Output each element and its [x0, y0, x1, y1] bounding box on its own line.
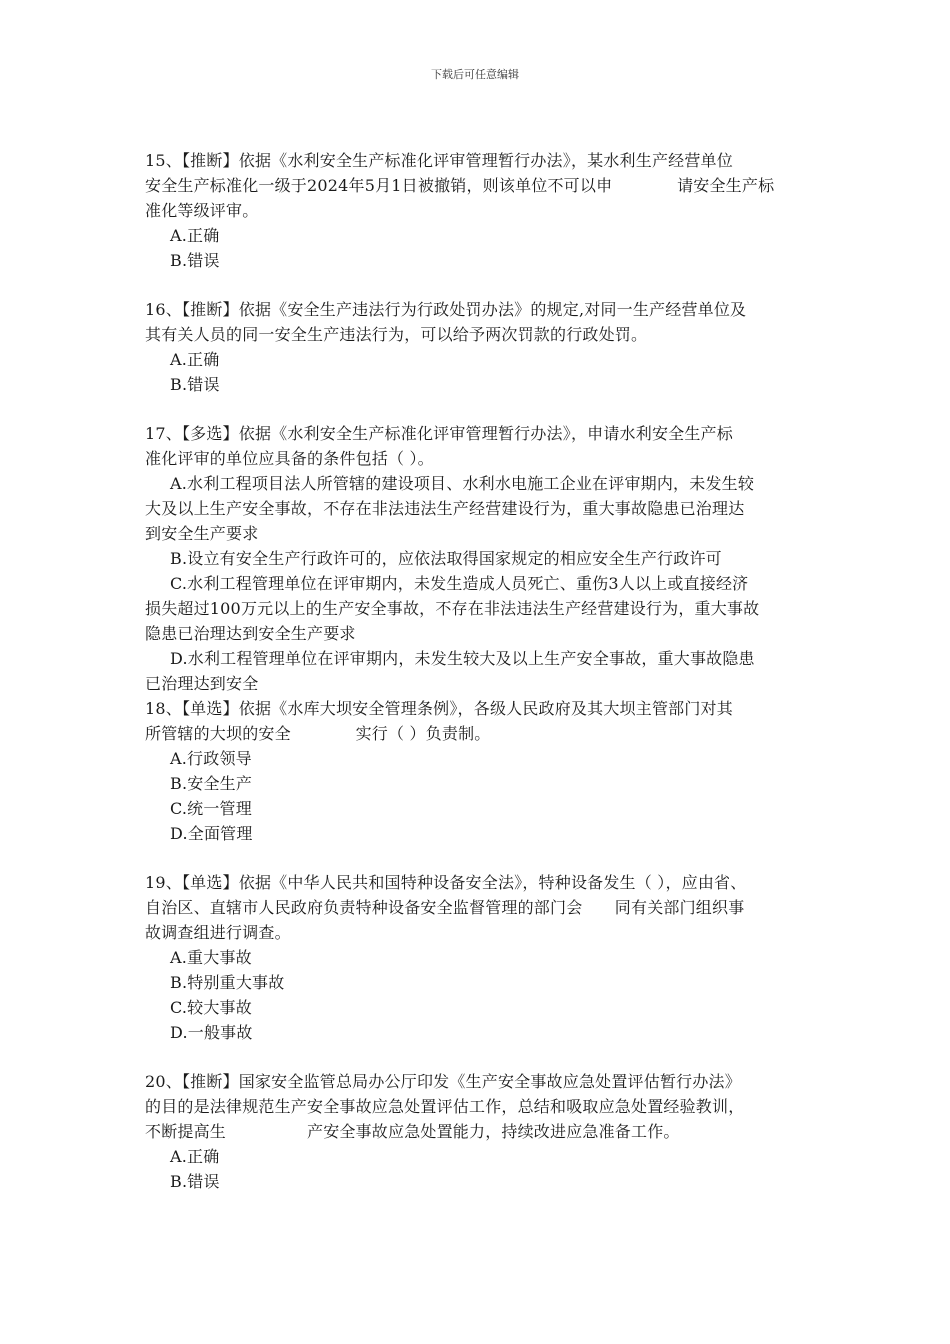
question-text: 不断提高生 产安全事故应急处置能力，持续改进应急准备工作。: [145, 1122, 680, 1141]
option-c-cont: 隐患已治理达到安全生产要求: [145, 624, 356, 643]
option-a: A.正确: [170, 226, 220, 245]
question-text: 的目的是法律规范生产安全事故应急处置评估工作，总结和吸取应急处置经验教训，: [145, 1097, 745, 1116]
option-b: B.错误: [170, 1172, 220, 1191]
option-b: B.错误: [170, 251, 220, 270]
question-17: [145, 421, 825, 696]
question-text: 准化评审的单位应具备的条件包括（ ）。: [145, 449, 434, 468]
question-text: 其有关人员的同一安全生产违法行为，可以给予两次罚款的行政处罚。: [145, 325, 648, 344]
question-text: 安全生产标准化一级于2024年5月1日被撤销，则该单位不可以申 请安全生产标: [145, 176, 775, 195]
question-16: [145, 297, 825, 397]
question-19: [145, 870, 825, 1045]
option-b: B.错误: [170, 375, 220, 394]
question-text: 准化等级评审。: [145, 201, 259, 220]
option-b: B.安全生产: [170, 774, 253, 793]
option-c-cont: 损失超过100万元以上的生产安全事故，不存在非法违法生产经营建设行为，重大事故: [145, 599, 760, 618]
page-header: 下载后可任意编辑: [431, 68, 519, 81]
question-text: 所管辖的大坝的安全 实行（ ）负责制。: [145, 724, 491, 743]
option-c: C.统一管理: [170, 799, 252, 818]
question-text: 15、【推断】依据《水利安全生产标准化评审管理暂行办法》，某水利生产经营单位: [145, 151, 733, 170]
option-a: A.重大事故: [170, 948, 252, 967]
question-text: 故调查组进行调查。: [145, 923, 291, 942]
question-text: 20、【推断】国家安全监管总局办公厅印发《生产安全事故应急处置评估暂行办法》: [145, 1072, 741, 1091]
option-a: A.水利工程项目法人所管辖的建设项目、水利水电施工企业在评审期内，未发生较: [170, 474, 755, 493]
option-d: D.一般事故: [170, 1023, 253, 1042]
question-18: [145, 696, 825, 846]
option-b: B.设立有安全生产行政许可的，应依法取得国家规定的相应安全生产行政许可: [170, 549, 722, 568]
question-15: [145, 148, 825, 273]
option-d: D.水利工程管理单位在评审期内，未发生较大及以上生产安全事故，重大事故隐患: [170, 649, 755, 668]
question-20: [145, 1069, 825, 1194]
option-a-cont: 大及以上生产安全事故，不存在非法违法生产经营建设行为，重大事故隐患已治理达: [145, 499, 745, 518]
option-c: C.水利工程管理单位在评审期内，未发生造成人员死亡、重伤3人以上或直接经济: [170, 574, 749, 593]
document-body: [145, 148, 825, 1194]
option-d-cont: 已治理达到安全: [145, 674, 259, 693]
question-text: 17、【多选】依据《水利安全生产标准化评审管理暂行办法》，申请水利安全生产标: [145, 424, 733, 443]
option-b: B.特别重大事故: [170, 973, 285, 992]
option-d: D.全面管理: [170, 824, 253, 843]
question-text: 自治区、直辖市人民政府负责特种设备安全监督管理的部门会 同有关部门组织事: [145, 898, 745, 917]
option-a: A.行政领导: [170, 749, 252, 768]
option-a: A.正确: [170, 350, 220, 369]
option-a-cont: 到安全生产要求: [145, 524, 259, 543]
question-text: 18、【单选】依据《水库大坝安全管理条例》，各级人民政府及其大坝主管部门对其: [145, 699, 733, 718]
option-c: C.较大事故: [170, 998, 252, 1017]
question-text: 16、【推断】依据《安全生产违法行为行政处罚办法》的规定,对同一生产经营单位及: [145, 300, 747, 319]
question-text: 19、【单选】依据《中华人民共和国特种设备安全法》，特种设备发生（ ），应由省、: [145, 873, 747, 892]
option-a: A.正确: [170, 1147, 220, 1166]
